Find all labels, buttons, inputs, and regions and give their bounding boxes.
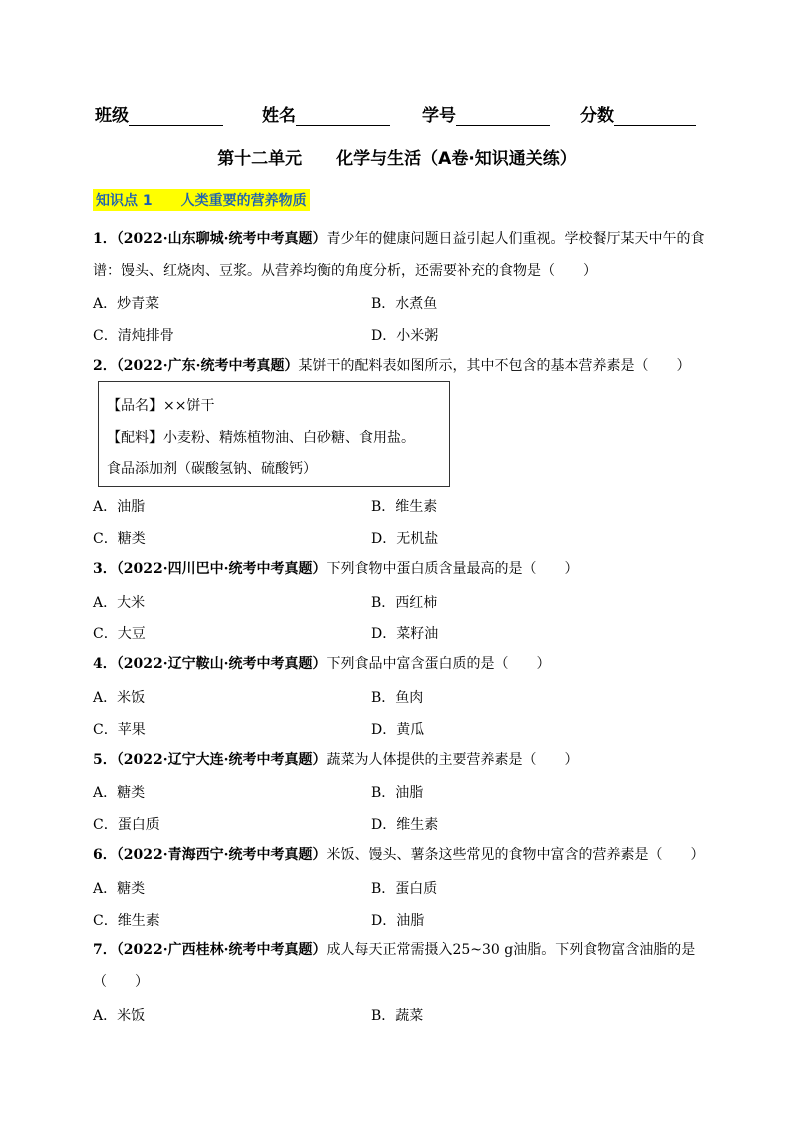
question-1 [93, 223, 713, 287]
question-number: 6． [93, 847, 117, 863]
knowledge-point-heading: 知识点 1 人类重要的营养物质 [93, 189, 310, 211]
question-number: 3． [93, 561, 117, 577]
question-source: （2022·山东聊城·统考中考真题） [116, 231, 327, 247]
question-source: （2022·广东·统考中考真题） [116, 358, 299, 374]
question-text: 下列食品中富含蛋白质的是（ ） [326, 656, 551, 672]
option-a: A．米饭 [93, 690, 146, 706]
question-number: 5． [93, 752, 117, 768]
option-a: A．糖类 [93, 785, 146, 801]
option-b: B．维生素 [371, 499, 438, 515]
question-text: 成人每天正常需摄入25~30 g油脂。下列食物富含油脂的是（ ） [93, 942, 696, 990]
question-number: 1． [93, 231, 117, 247]
option-b: B．西红柿 [371, 595, 438, 611]
option-c: C．清炖排骨 [93, 328, 174, 344]
question-text: 蔬菜为人体提供的主要营养素是（ ） [326, 752, 579, 768]
option-b: B．蔬菜 [371, 1008, 424, 1024]
question-5 [93, 744, 713, 776]
additives-line: 食品添加剂（碳酸氢钠、硫酸钙） [107, 461, 317, 477]
score-label: 分数 [580, 106, 614, 126]
question-number: 7． [93, 942, 117, 958]
ingredients-line: 【配料】小麦粉、精炼植物油、白砂糖、食用盐。 [107, 430, 415, 446]
name-blank[interactable] [296, 103, 390, 126]
option-c: C．苹果 [93, 722, 146, 738]
product-name-line: 【品名】××饼干 [107, 398, 215, 414]
option-d: D．小米粥 [371, 328, 439, 344]
option-a: A．炒青菜 [93, 296, 160, 312]
page-title: 第十二单元 化学与生活（A卷·知识通关练） [217, 149, 577, 169]
student-id-blank[interactable] [456, 103, 550, 126]
student-info-row [95, 101, 705, 129]
question-source: （2022·辽宁鞍山·统考中考真题） [116, 656, 327, 672]
option-a: A．糖类 [93, 881, 146, 897]
question-6 [93, 839, 713, 871]
class-blank[interactable] [129, 103, 223, 126]
option-d: D．无机盐 [371, 531, 439, 547]
option-a: A．米饭 [93, 1008, 146, 1024]
question-source: （2022·四川巴中·统考中考真题） [116, 561, 327, 577]
option-c: C．蛋白质 [93, 817, 160, 833]
option-c: C．大豆 [93, 626, 146, 642]
option-d: D．黄瓜 [371, 722, 425, 738]
question-4 [93, 648, 713, 680]
option-a: A．油脂 [93, 499, 146, 515]
question-2 [93, 350, 713, 382]
question-source: （2022·青海西宁·统考中考真题） [116, 847, 327, 863]
option-a: A．大米 [93, 595, 146, 611]
question-text: 某饼干的配料表如图所示，其中不包含的基本营养素是（ ） [298, 358, 691, 374]
name-label: 姓名 [262, 106, 296, 126]
option-c: C．维生素 [93, 913, 160, 929]
class-label: 班级 [95, 106, 129, 126]
score-field [580, 101, 696, 126]
ingredient-label-box [98, 381, 450, 487]
question-text: 下列食物中蛋白质含量最高的是（ ） [326, 561, 579, 577]
question-text: 米饭、馒头、薯条这些常见的食物中富含的营养素是（ ） [326, 847, 705, 863]
student-id-field [422, 101, 550, 126]
question-source: （2022·广西桂林·统考中考真题） [116, 942, 327, 958]
option-b: B．油脂 [371, 785, 424, 801]
option-d: D．维生素 [371, 817, 439, 833]
question-source: （2022·辽宁大连·统考中考真题） [116, 752, 327, 768]
option-b: B．蛋白质 [371, 881, 438, 897]
option-c: C．糖类 [93, 531, 146, 547]
question-text: 青少年的健康问题日益引起人们重视。学校餐厅某天中午的食谱：馒头、红烧肉、豆浆。从营养均衡的角度分析，还需要补充的食物是（ ） [93, 231, 705, 279]
option-b: B．鱼肉 [371, 690, 424, 706]
option-d: D．菜籽油 [371, 626, 439, 642]
option-b: B．水煮鱼 [371, 296, 438, 312]
score-blank[interactable] [614, 103, 696, 126]
name-field [262, 101, 390, 126]
question-7 [93, 934, 713, 998]
option-d: D．油脂 [371, 913, 425, 929]
student-id-label: 学号 [422, 106, 456, 126]
question-3 [93, 553, 713, 585]
class-field [95, 101, 223, 126]
question-number: 4． [93, 656, 117, 672]
question-number: 2． [93, 358, 117, 374]
